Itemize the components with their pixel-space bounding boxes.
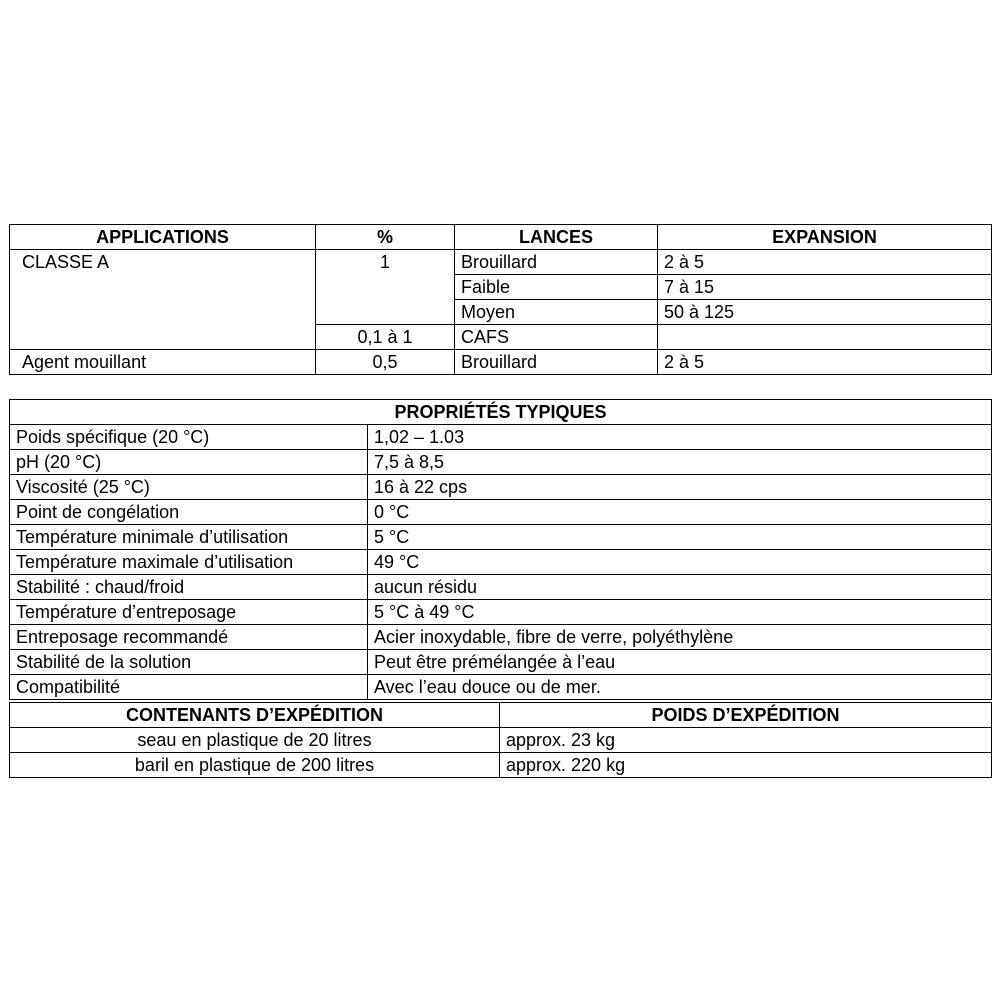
container-cell: seau en plastique de 20 litres	[10, 728, 500, 753]
header-weight: POIDS D’EXPÉDITION	[500, 703, 992, 728]
property-label: Compatibilité	[10, 675, 368, 700]
property-value: 7,5 à 8,5	[368, 450, 992, 475]
header-lances: LANCES	[455, 225, 658, 250]
property-label: Stabilité : chaud/froid	[10, 575, 368, 600]
percent-agent: 0,5	[316, 350, 455, 375]
expansion-cell: 7 à 15	[658, 275, 992, 300]
table-row	[10, 350, 992, 375]
expansion-cell: 2 à 5	[658, 350, 992, 375]
property-label: Température maximale d’utilisation	[10, 550, 368, 575]
expansion-cell	[658, 325, 992, 350]
applications-header-row	[10, 225, 992, 250]
property-value: 49 °C	[368, 550, 992, 575]
lance-cell: Brouillard	[455, 250, 658, 275]
properties-header-row	[10, 400, 992, 425]
table-row	[10, 450, 992, 475]
expansion-cell: 50 à 125	[658, 300, 992, 325]
table-row	[10, 753, 992, 778]
properties-title: PROPRIÉTÉS TYPIQUES	[10, 400, 992, 425]
applications-table	[9, 224, 992, 375]
property-label: Point de congélation	[10, 500, 368, 525]
property-label: pH (20 °C)	[10, 450, 368, 475]
header-percent: %	[316, 225, 455, 250]
property-value: aucun résidu	[368, 575, 992, 600]
property-label: Température minimale d’utilisation	[10, 525, 368, 550]
weight-cell: approx. 220 kg	[500, 753, 992, 778]
percent-classe-a-2: 0,1 à 1	[316, 325, 455, 350]
table-row	[10, 625, 992, 650]
application-agent: Agent mouillant	[10, 350, 316, 375]
lance-cell: Moyen	[455, 300, 658, 325]
container-cell: baril en plastique de 200 litres	[10, 753, 500, 778]
property-label: Viscosité (25 °C)	[10, 475, 368, 500]
table-row	[10, 500, 992, 525]
header-expansion: EXPANSION	[658, 225, 992, 250]
property-value: Avec l’eau douce ou de mer.	[368, 675, 992, 700]
shipping-body	[10, 728, 992, 778]
lance-cell: Faible	[455, 275, 658, 300]
properties-table	[9, 399, 992, 700]
property-value: Peut être prémélangée à l’eau	[368, 650, 992, 675]
application-classe-a: CLASSE A	[10, 250, 316, 350]
table-row	[10, 575, 992, 600]
property-value: Acier inoxydable, fibre de verre, polyéthylène	[368, 625, 992, 650]
property-label: Température d’entreposage	[10, 600, 368, 625]
expansion-cell: 2 à 5	[658, 250, 992, 275]
table-row	[10, 475, 992, 500]
table-row	[10, 425, 992, 450]
table-row	[10, 525, 992, 550]
property-value: 5 °C	[368, 525, 992, 550]
property-value: 0 °C	[368, 500, 992, 525]
property-label: Stabilité de la solution	[10, 650, 368, 675]
lance-cell: Brouillard	[455, 350, 658, 375]
properties-body	[10, 425, 992, 700]
table-row	[10, 600, 992, 625]
header-containers: CONTENANTS D’EXPÉDITION	[10, 703, 500, 728]
property-label: Entreposage recommandé	[10, 625, 368, 650]
header-applications: APPLICATIONS	[10, 225, 316, 250]
lance-cell: CAFS	[455, 325, 658, 350]
shipping-table	[9, 702, 992, 778]
table-row	[10, 650, 992, 675]
shipping-header-row	[10, 703, 992, 728]
table-row	[10, 250, 992, 275]
table-row	[10, 728, 992, 753]
table-row	[10, 550, 992, 575]
property-label: Poids spécifique (20 °C)	[10, 425, 368, 450]
table-row	[10, 675, 992, 700]
percent-classe-a-1: 1	[316, 250, 455, 325]
property-value: 1,02 – 1.03	[368, 425, 992, 450]
property-value: 16 à 22 cps	[368, 475, 992, 500]
property-value: 5 °C à 49 °C	[368, 600, 992, 625]
weight-cell: approx. 23 kg	[500, 728, 992, 753]
